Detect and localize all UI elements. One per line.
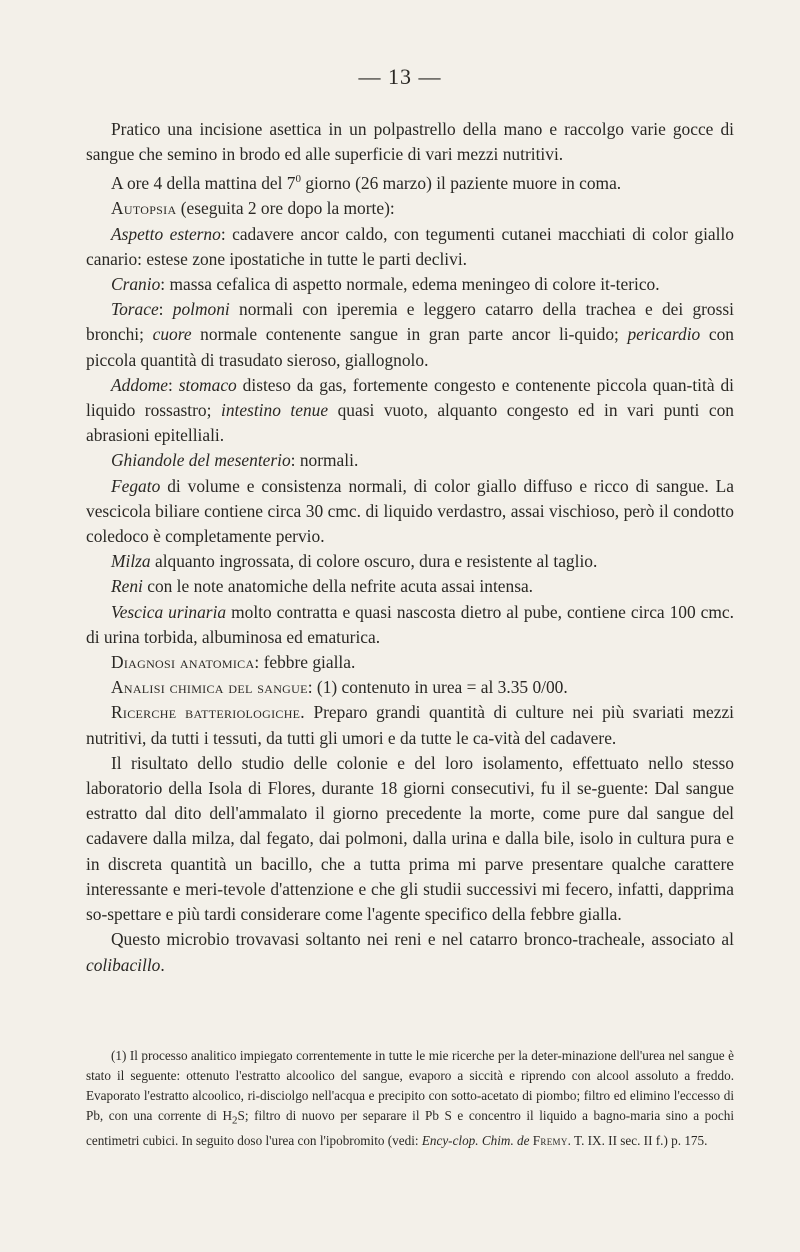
- paragraph-vescica: [86, 600, 734, 650]
- italic-term: Milza: [111, 551, 151, 572]
- paragraph-text: Pratico una incisione asettica in un polpastrello della mano e raccolgo varie gocce di sangue che semino in brodo ed alle superficie di vari mezzi nutritivi.: [86, 119, 734, 165]
- italic-term: Fegato: [111, 475, 161, 496]
- paragraph-text: : febbre gialla.: [254, 652, 356, 673]
- paragraph-analisi: [86, 675, 734, 700]
- footnote-part: (1) Il processo analitico impiegato correntemente in tutte le mie ricerche per la deter-minazione dell'urea nel sangue è stato il seguente: ottenuto l'estratto alcoolico del sangue, evaporo a siccità e riprendo con alcool assoluto a freddo. Evaporato l'estratto alcoolico, ri-disciolgo nell'acqua e precipito con sotto-acetato di piombo; filtro ed elimino l'eccesso di Pb, con una corrente di H: [86, 1048, 734, 1123]
- paragraph-text: .: [563, 677, 568, 698]
- subscript: 2: [232, 1114, 238, 1127]
- paragraph-ricerche: [86, 700, 734, 750]
- paragraph-diagnosi: [86, 650, 734, 675]
- italic-term: intestino tenue: [220, 400, 329, 421]
- footnote-part: . T. IX. II sec. II f.) p. 175.: [567, 1132, 708, 1148]
- italic-term: Vescica urinaria: [111, 601, 227, 622]
- paragraph-text: (eseguita 2 ore dopo la morte):: [176, 198, 395, 219]
- paragraph-text: disteso da gas, fortemente congesto e contenente piccola quan-tità di liquido rossastro;: [86, 374, 734, 421]
- paragraph-text: di volume e consistenza normali, di color giallo diffuso e ricco di sangue. La vescicola biliare contiene circa 30 cmc. di liquido verdastro, assai vischioso, però il condotto coledoco è completamente pervio.: [86, 475, 734, 547]
- paragraph-text: Preparo grandi quantità di culture nei più svariati mezzi nutritivi, da tutti i tessuti, da tutti gli umori e da tutte le ca-vità del cadavere.: [86, 702, 734, 748]
- paragraph-addome: [86, 373, 734, 449]
- italic-term: Ency-clop. Chim. de: [421, 1132, 530, 1148]
- footnote-text: [86, 1046, 734, 1151]
- italic-term: colibacillo: [86, 954, 161, 975]
- paragraph-text: : cadavere ancor caldo, con tegumenti cutanei macchiati di color giallo canario: estese zone ipostatiche in tutte le parti declivi.: [86, 223, 734, 269]
- main-text: [86, 117, 734, 978]
- section-label: Analisi chimica del sangue: [111, 677, 308, 698]
- italic-term: Ghiandole del mesenterio: [111, 450, 291, 471]
- paragraph-autopsia: [86, 196, 734, 221]
- paragraph-text: : normali.: [290, 450, 359, 471]
- paragraph-text: quasi vuoto, alquanto congesto ed in vari punti con abrasioni epitelliali.: [86, 400, 734, 446]
- italic-term: Reni: [111, 576, 143, 597]
- paragraph-milza: [86, 549, 734, 574]
- paragraph-text: molto contratta e quasi nascosta dietro al pube, contiene circa 100 cmc. di urina torbida, albuminosa ed ematurica.: [86, 601, 734, 647]
- superscript: 0: [295, 173, 301, 186]
- italic-term: Addome: [111, 374, 168, 395]
- page-number: — 13 —: [358, 64, 442, 89]
- paragraph-aspetto: [86, 222, 734, 272]
- paragraph-text: A ore 4 della mattina del 7: [111, 173, 296, 194]
- paragraph-text: Questo microbio trovavasi soltanto nei reni e nel catarro bronco-tracheale, associato al: [111, 929, 734, 950]
- italic-term: Torace: [111, 299, 159, 320]
- paragraph-text: : massa cefalica di aspetto normale, edema meningeo di colore it-terico.: [160, 274, 660, 295]
- footnote: [86, 1046, 734, 1151]
- italic-term: pericardio: [627, 324, 701, 345]
- paragraph-text: :: [168, 374, 179, 395]
- paragraph-reni: [86, 574, 734, 599]
- unit-permille: 0/00: [532, 677, 564, 698]
- paragraph-text: :: [158, 299, 173, 320]
- paragraph-text: normali con iperemia e leggero catarro della trachea e dei grossi bronchi;: [86, 299, 734, 345]
- italic-term: Cranio: [111, 274, 161, 295]
- italic-term: cuore: [152, 324, 192, 345]
- section-label: Autopsia: [111, 198, 177, 219]
- italic-term: polmoni: [172, 299, 230, 320]
- paragraph-incisione: [86, 117, 734, 167]
- paragraph-torace: [86, 297, 734, 373]
- italic-term: Aspetto esterno: [111, 223, 221, 244]
- paragraph-text: : (1) contenuto in urea = al 3.35: [307, 677, 533, 698]
- paragraph-microbio: [86, 927, 734, 977]
- paragraph-risultato: [86, 751, 734, 927]
- paragraph-text: normale contenente sangue in gran parte ancor li-quido;: [191, 324, 628, 345]
- section-label: Diagnosi anatomica: [111, 652, 255, 673]
- paragraph-fegato: [86, 474, 734, 550]
- paragraph-cranio: [86, 272, 734, 297]
- paragraph-text: alquanto ingrossata, di colore oscuro, dura e resistente al taglio.: [150, 551, 598, 572]
- paragraph-text: giorno (26 marzo) il paziente muore in coma.: [300, 173, 622, 194]
- author-name: Fremy: [532, 1132, 568, 1148]
- paragraph-text: .: [160, 954, 165, 975]
- paragraph-text: con le note anatomiche della nefrite acuta assai intensa.: [142, 576, 534, 597]
- paragraph-text: con piccola quantità di trasudato sieroso, giallognolo.: [86, 324, 735, 370]
- footnote-part: S; filtro di nuovo per separare il Pb S e concentro il liquido a bagno-maria sino a pochi centimetri cubici. In seguito doso l'urea con l'ipobromito (vedi:: [86, 1108, 734, 1148]
- paragraph-ghiandole: [86, 448, 734, 473]
- paragraph-text: Il risultato dello studio delle colonie e del loro isolamento, effettuato nello stesso laboratorio della Isola di Flores, durante 18 giorni consecutivi, fu il se-guente: Dal sangue estratto dal dito dell'ammalato il giorno precedente la morte, come pure dal sangue del cadavere dalla milza, dal fegato, dai polmoni, dalla urina e dalla bile, isolo in cultura pura e in discreta quantità un bacillo, che a tutta prima mi parve presentare qualche carattere interessante e meri-tevole d'attenzione e che gli studii successivi mi fecero, infatti, dapprima so-spettare e più tardi considerare come l'agente specifico della febbre gialla.: [86, 752, 734, 925]
- italic-term: stomaco: [178, 374, 237, 395]
- paragraph-morte: [86, 167, 734, 196]
- section-label: Ricerche batteriologiche.: [111, 702, 305, 723]
